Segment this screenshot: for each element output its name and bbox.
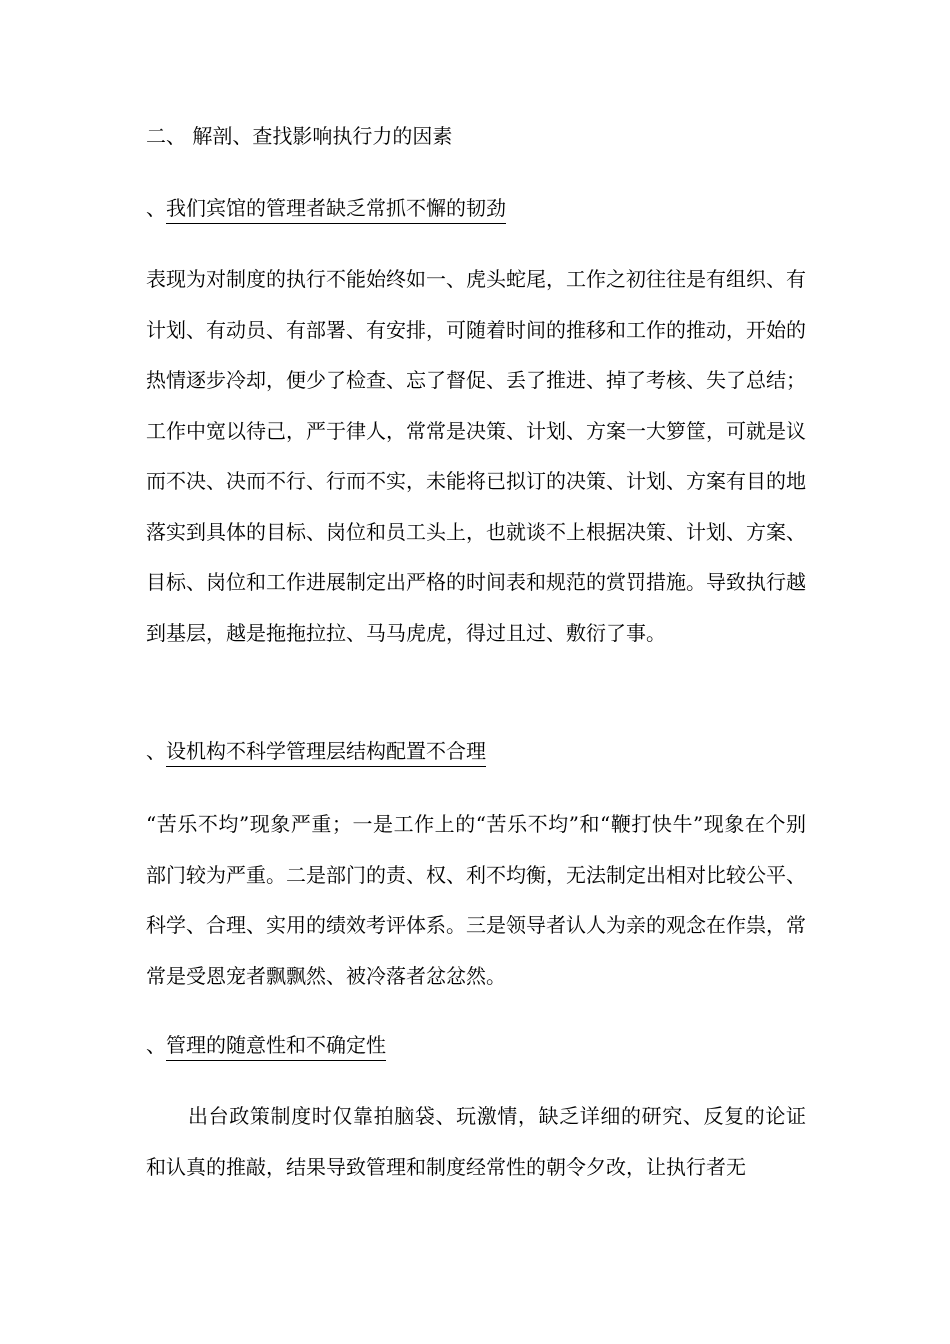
- section-title-prefix: 、: [146, 739, 166, 763]
- section-paragraph-1: 表现为对制度的执行不能始终如一、虎头蛇尾，工作之初往往是有组织、有计划、有动员、有部署、有安排，可随着时间的推移和工作的推动，开始的热情逐步冷却，便少了检查、忘了督促、丢了推进、掉了考核、失了总结；工作中宽以待己，严于律人，常常是决策、计划、方案一大箩筐，可就是议而不决、决而不行、行而不实，未能将已拟订的决策、计划、方案有目的地落实到具体的目标、岗位和员工头上，也就谈不上根据决策、计划、方案、目标、岗位和工作进展制定出严格的时间表和规范的赏罚措施。导致执行越到基层，越是拖拖拉拉、马马虎虎，得过且过、敷衍了事。: [146, 267, 806, 645]
- section-title-prefix: 、: [146, 196, 166, 220]
- section-title-3: [146, 1033, 386, 1061]
- document-heading: 二、 解剖、查找影响执行力的因素: [146, 124, 453, 148]
- section-title-text: 设机构不科学管理层结构配置不合理: [166, 739, 486, 767]
- section-title-text: 管理的随意性和不确定性: [166, 1033, 386, 1061]
- section-paragraph-2: “苦乐不均”现象严重；一是工作上的“苦乐不均”和“鞭打快牛”现象在个别部门较为严重。二是部门的责、权、利不均衡，无法制定出相对比较公平、科学、合理、实用的绩效考评体系。三是领导者认人为亲的观念在作祟，常常是受恩宠者飘飘然、被冷落者忿忿然。: [146, 812, 806, 988]
- section-title-text: 我们宾馆的管理者缺乏常抓不懈的韧劲: [166, 196, 506, 224]
- section-paragraph-3: 出台政策制度时仅靠拍脑袋、玩激情，缺乏详细的研究、反复的论证和认真的推敲，结果导致管理和制度经常性的朝令夕改，让执行者无: [146, 1104, 806, 1179]
- section-title-2: [146, 739, 486, 767]
- section-title-1: [146, 196, 506, 224]
- section-title-prefix: 、: [146, 1033, 166, 1057]
